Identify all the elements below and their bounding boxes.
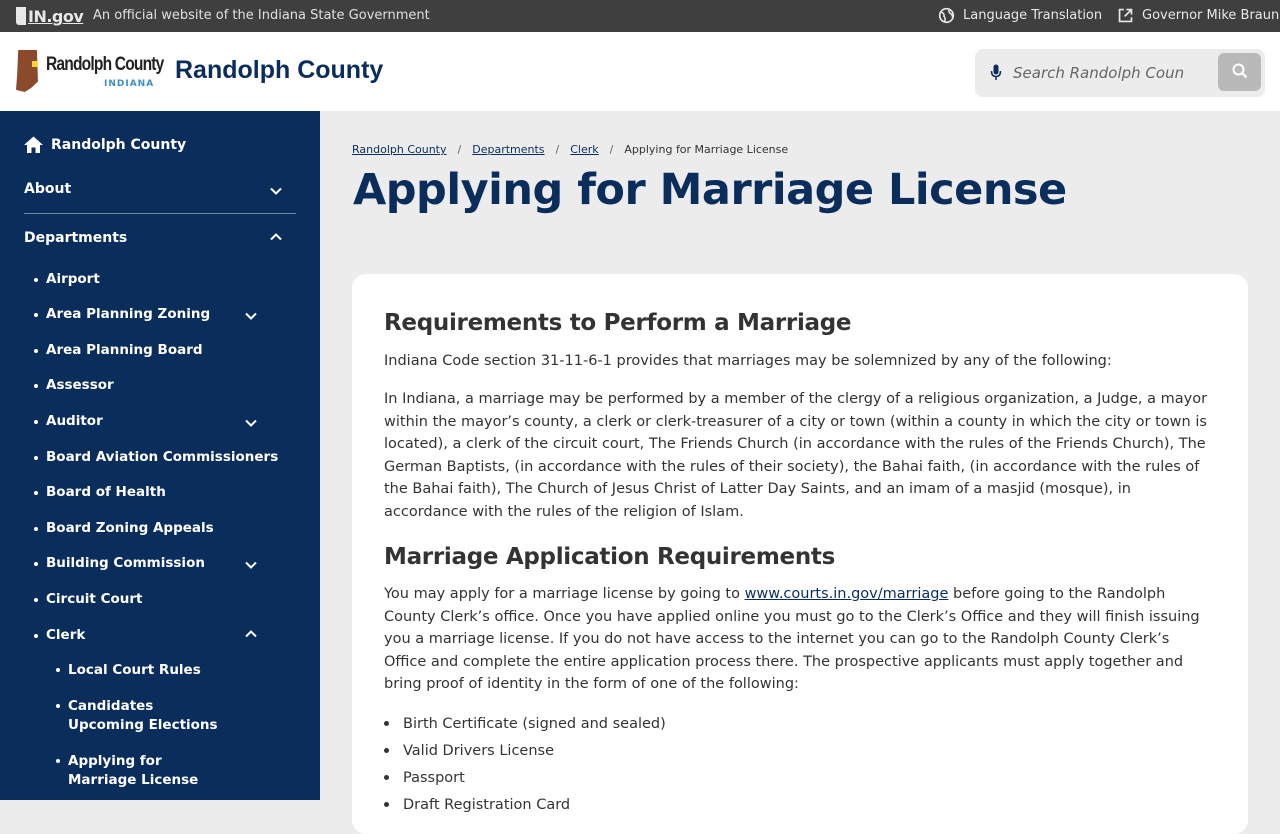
sidebar-item-label: Board Aviation Commissioners [46,449,279,465]
sidebar-item-label: Board Zoning Appeals [46,520,214,536]
county-logo-state: INDIANA [104,79,155,89]
chevron-down-icon[interactable] [270,187,282,195]
bullet-icon [384,802,389,807]
sidebar-item-clerk[interactable] [34,627,85,643]
list-item-label: Birth Certificate (signed and sealed) [403,715,666,732]
search-icon [1232,63,1248,79]
indiana-state-shape-icon [16,50,38,92]
sidebar-item-label: Applying for Marriage License [68,753,199,788]
sidebar-item-candidates-upcoming-elections[interactable] [56,697,226,735]
sidebar-item-departments[interactable] [24,230,296,246]
sidebar-item-building-commission[interactable] [34,555,205,571]
sidebar-item-board-aviation-commissioners[interactable] [34,449,278,465]
official-website-text: An official website of the Indiana State Government [93,8,430,23]
sidebar-item-board-of-health[interactable] [34,484,166,500]
chevron-up-icon[interactable] [245,630,257,638]
search-input[interactable] [1013,59,1191,87]
breadcrumb-separator: / [555,143,560,156]
county-logo[interactable] [16,48,164,96]
sidebar-item-auditor[interactable] [34,413,103,429]
breadcrumb [352,143,788,156]
governor-link[interactable] [1117,7,1279,24]
sidebar-item-label: Area Planning Board [46,342,203,358]
governor-label: Governor Mike Braun [1142,8,1280,23]
paragraph-indiana-officiants: In Indiana, a marriage may be performed by a member of the clergy of a religious organization, a Judge, a mayor within the mayor’s county, a clerk or clerk-treasurer of a city or town (within a county in which the city or town is located), a clerk of the circuit court, The Friends Church (in accordance with the rules of the Friends Church), The German Baptists, (in accordance with the rules of their society), the Bahai faith, (in accordance with the rules of the Bahai faith), The Church of Jesus Christ of Latter Day Saints, and an imam of a masjid (mosque), in accordance with the rules of the religion of Islam. [384,391,1208,520]
sidebar-item-label: Airport [46,271,100,287]
home-icon [24,136,43,153]
list-item-label: Draft Registration Card [403,796,571,813]
sidebar-item-applying-for-marriage-license[interactable] [56,752,226,790]
heading-requirements-perform: Requirements to Perform a Marriage [384,310,852,336]
sidebar-item-label: Auditor [46,413,103,429]
breadcrumb-current: Applying for Marriage License [624,143,789,156]
id-requirements-list [384,710,666,818]
sidebar-item-label: Local Court Rules [68,662,201,678]
site-title[interactable]: Randolph County [175,56,384,84]
content-card [352,274,1248,834]
chevron-down-icon[interactable] [245,561,257,569]
sidebar-item-board-zoning-appeals[interactable] [34,520,214,536]
bullet-icon [384,775,389,780]
breadcrumb-link-departments[interactable]: Departments [472,143,545,156]
main-content [320,111,1280,813]
list-item [384,764,666,791]
paragraph-apply [384,583,1214,696]
sidebar-item-circuit-court[interactable] [34,591,143,607]
county-logo-name: Randolph County [46,54,164,75]
sidebar-item-label: Board of Health [46,484,166,500]
language-translation-link[interactable] [938,7,1102,24]
heading-application-requirements: Marriage Application Requirements [384,544,835,570]
globe-icon [938,7,955,24]
sidebar-home-label: Randolph County [51,136,187,153]
star-icon [32,61,38,67]
sidebar-item-label: Clerk [46,627,86,643]
sidebar-home-link[interactable] [24,136,186,153]
paragraph-indiana-code: Indiana Code section 31-11-6-1 provides that marriages may be solemnized by any of the following: [384,353,1112,369]
list-item [384,737,666,764]
site-header [0,32,1280,111]
list-item [384,791,666,818]
sidebar-item-label: Candidates Upcoming Elections [68,698,218,733]
list-item [384,710,666,737]
in-gov-logo[interactable] [16,5,83,27]
chevron-down-icon[interactable] [245,312,257,320]
breadcrumb-link-randolph-county[interactable]: Randolph County [352,143,447,156]
chevron-down-icon[interactable] [245,419,257,427]
apply-text-before: You may apply for a marriage license by going to [384,586,745,602]
sidebar-item-area-planning-board[interactable] [34,342,203,358]
apply-text-after: before going to the Randolph County Clerk’s office. Once you have applied online you must go to the Clerk’s Office and they will finish issuing you a marriage license. If you do not have access to the internet you can go to the Randolph County Clerk’s Office and complete the entire application process there. The prospective applicants must apply together and bring proof of identity in the form of one of the following: [384,586,1200,692]
in-gov-logo-text: IN.gov [28,6,84,26]
breadcrumb-link-clerk[interactable]: Clerk [570,143,599,156]
list-item-label: Passport [403,769,465,786]
sidebar-item-local-court-rules[interactable] [56,661,226,680]
microphone-icon[interactable] [990,64,1002,82]
in-gov-mark-icon [16,7,26,25]
sidebar-item-about[interactable] [24,181,296,197]
sidebar-item-label: Area Planning Zoning [46,306,211,322]
sidebar-divider [24,213,296,214]
chevron-up-icon[interactable] [270,233,282,241]
search-button[interactable] [1218,53,1261,91]
sidebar-item-airport[interactable] [34,271,100,287]
sidebar-item-label: Building Commission [46,555,205,571]
list-item-label: Valid Drivers License [403,742,554,759]
sidebar-nav [0,111,320,800]
sidebar-item-label: About [24,181,72,197]
sidebar-item-label: Departments [24,230,128,246]
sidebar-item-label: Circuit Court [46,591,143,607]
breadcrumb-separator: / [457,143,462,156]
external-link-icon [1117,7,1134,24]
sidebar-item-area-planning-zoning[interactable] [34,306,210,322]
search-box [975,49,1265,97]
sidebar-item-label: Assessor [46,377,114,393]
sidebar-item-assessor[interactable] [34,377,114,393]
state-bar [0,0,1280,32]
courts-marriage-link[interactable]: www.courts.in.gov/marriage [744,586,949,602]
bullet-icon [384,721,389,726]
language-translation-label: Language Translation [963,8,1103,23]
breadcrumb-separator: / [609,143,614,156]
page-title: Applying for Marriage License [353,165,1067,215]
bullet-icon [384,748,389,753]
